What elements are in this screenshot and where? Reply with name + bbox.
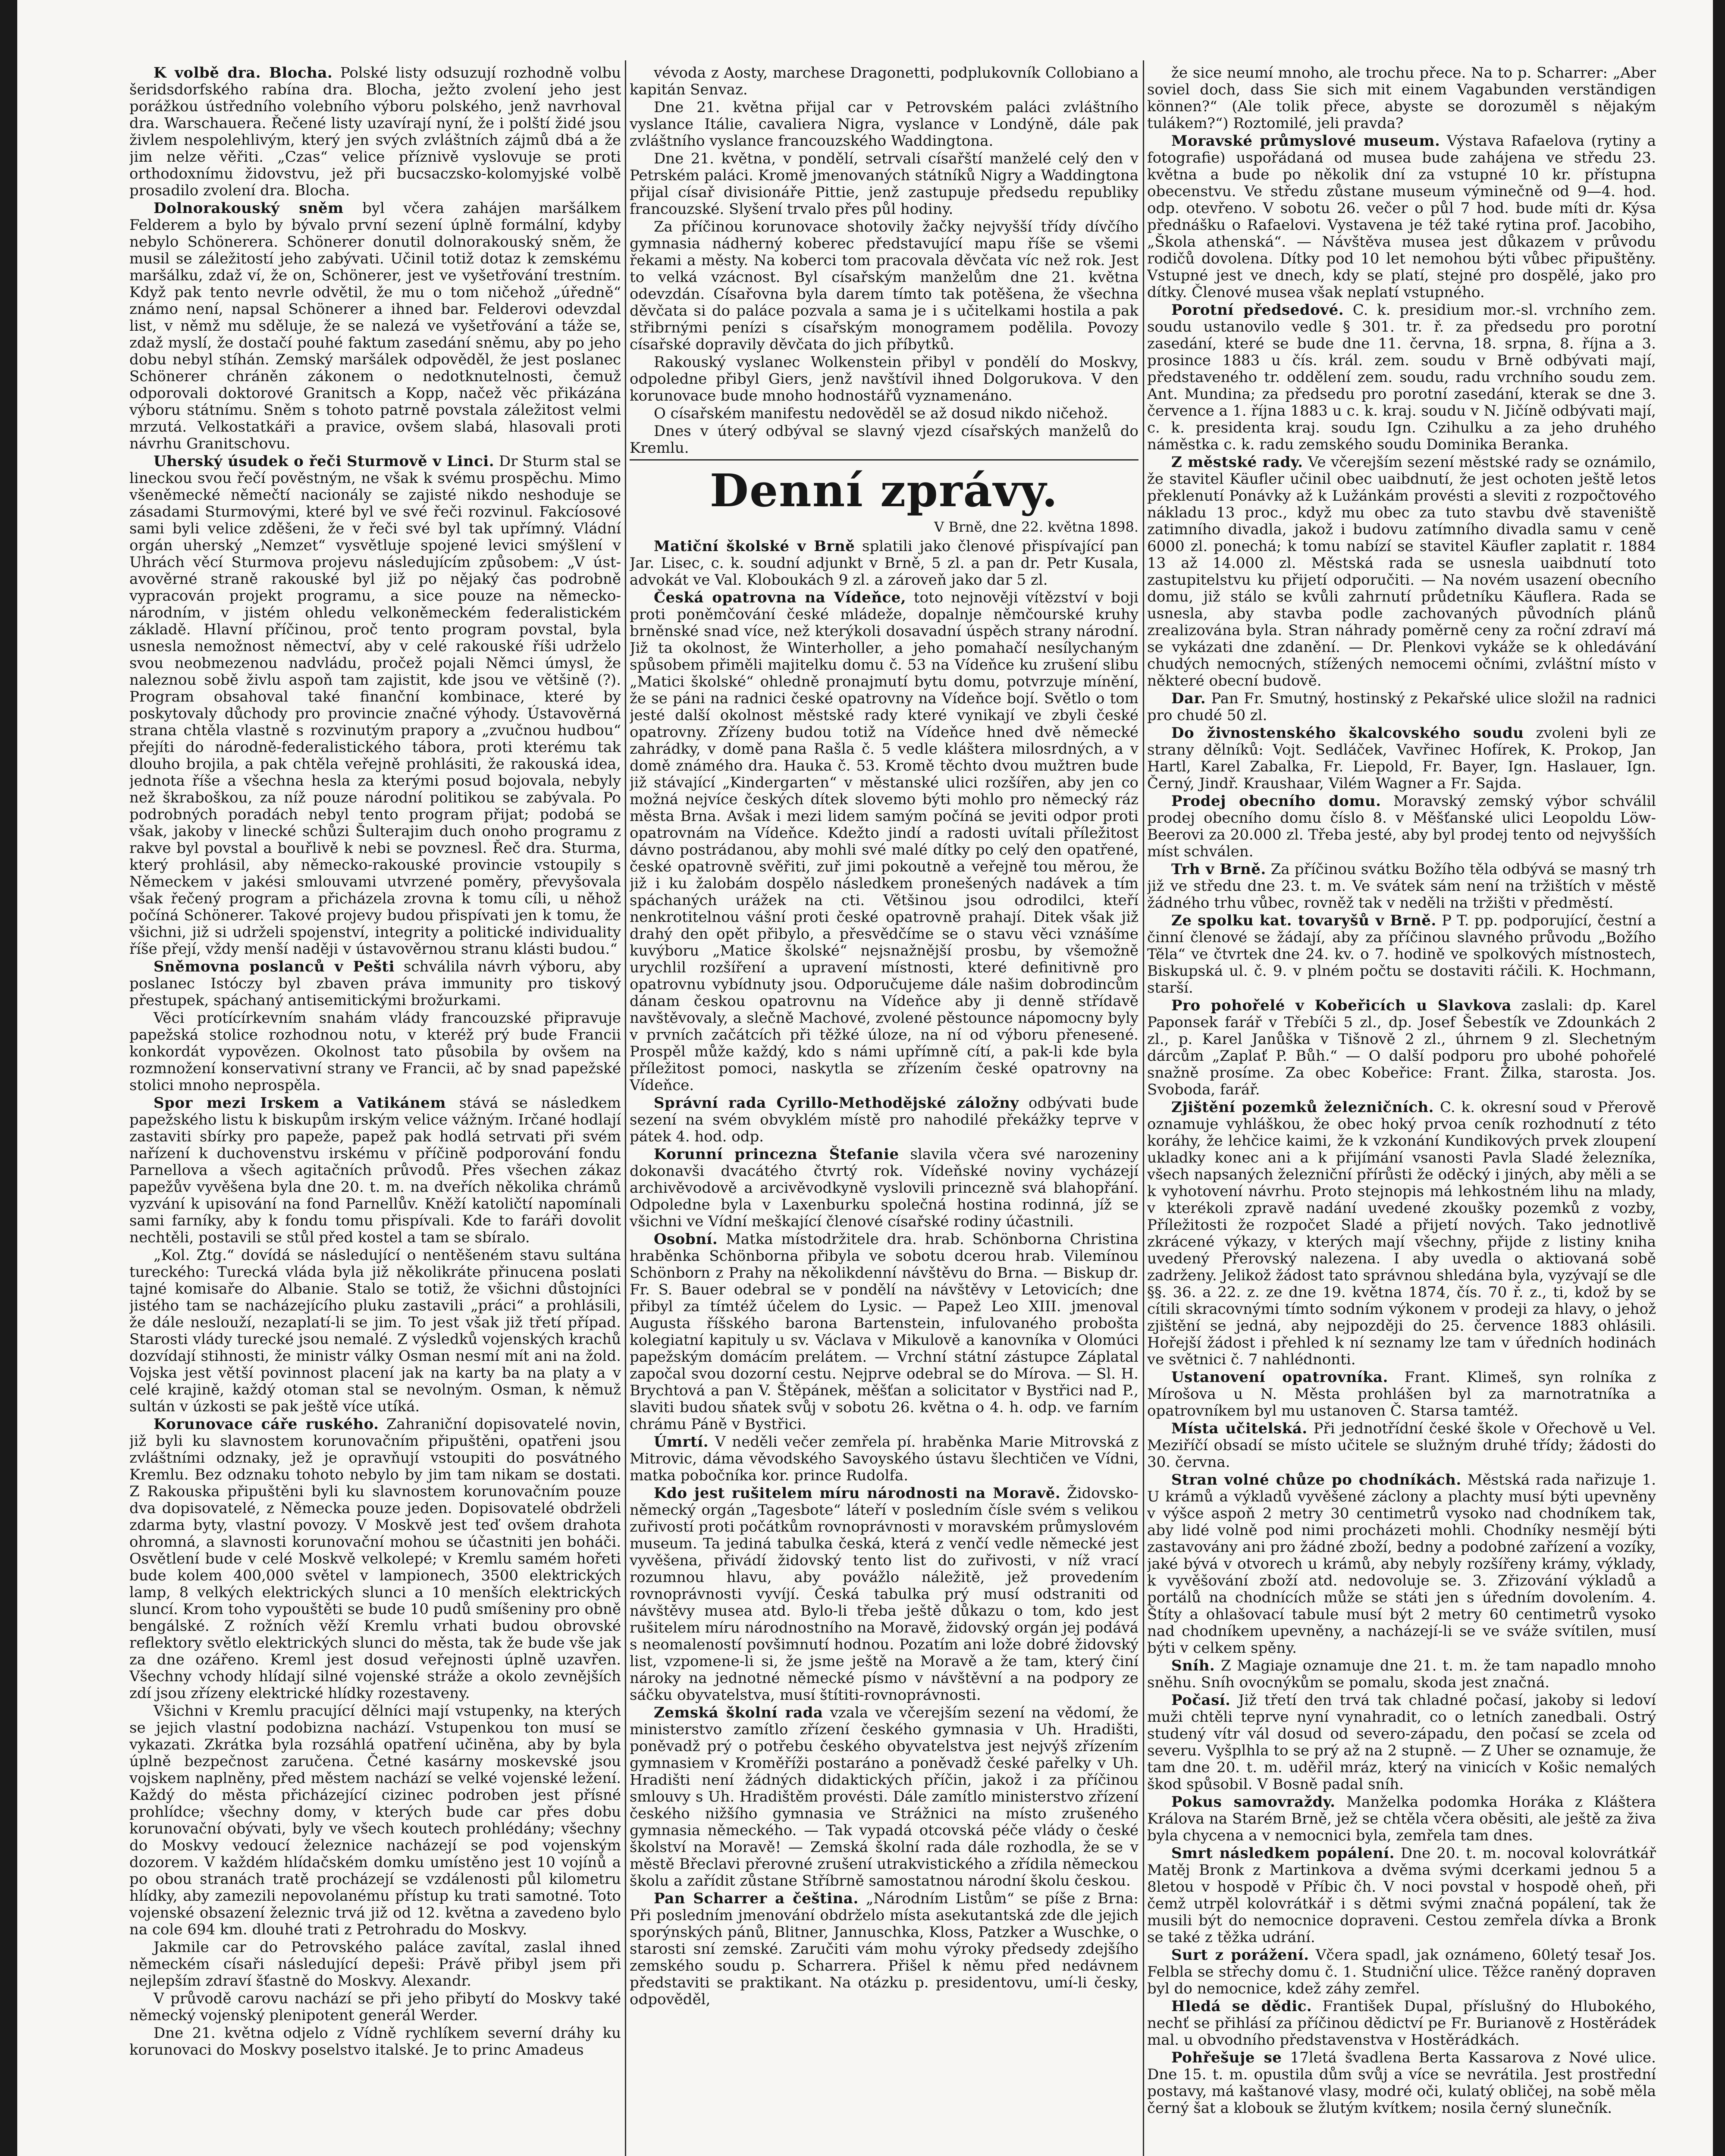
article-heading: Česká opatrovna na Vídeňce, [654,589,906,606]
article-heading: Do živnostenského škalcovského soudu [1171,724,1524,742]
column-2 [630,65,1138,2156]
article-text: splatili jako členové přispívající pan Jar. Lisec, c. k. soudní adjunkt v Brně, 5 zl. a pan dr. Petr Kusala, advokát ve Val. Kloboukách 9 zl. a zároveň jako dar 5 zl. [630,538,1138,589]
article-text: O císařském manifestu nedověděl se až dosud nikdo ničehož. [654,405,1108,422]
article-text: toto nejnověji vítězství v boji proti poněmčování české mládeže, dopalnje němčourské kruhy brněnské snad více, než kterýkoli dosavadní úspěch strany národní. Již ta okolnost, že Winterholler, a jeho pomahačí nesílychaným spůsobem přiměli majitelku domu č. 53 na Vídeňce ku zrušení slibu „Matici školské“ ohledně pronajmutí bytu domu, potvrzuje mínění, že se páni na radnici české opatrovny na Vídeňce bojí. Světlo o tom jesté další okolnost městské rady které vynikají ve zbyli české opatrovny. Zřízeny budou totiž na Vídeňce hned dvě německé zahrádky, v domě pana Rašla č. 5 vedle kláštera milosrdných, a v domě známého dra. Hauka č. 53. Kromě těchto dvou mužtren bude již stávající „Kindergarten“ v městanské ulici rozšířen, aby jen co možná nejvíce českých dítek slovemo býti mohlo pro německý ráz města Brna. Avšak i mezi lidem samým počíná se jeviti odpor proti opatrovnám na Vídeňce. Kdežto jindí a radosti uvítali příležitost dávno postrádanou, aby mohli své malé dítky po celý den opatřené, české opatrovně svěřiti, zuř jimi pokoutně a veřejně tou měrou, že již i ku žalobám dospělo následkem pronešených nadávek a tím spáchaných urážek na cti. Většinou jsou odrodilci, kteří nenkrotitelnou vášní proti české opatrovně prahají. Ditek však již drahý den opět přibylo, a přesvědčíme se o stavu věci vznášíme kuvýboru „Matice školské“ nejsnažnější prosbu, by všemožně urychlil rozšíření a upravení místnosti, které definitivně pro opatrovnu vybídnuty jsou. Odporučujeme dále našim dobrodincům dánam českou opatrovnu na Vídeňce aby ji denně střídavě navštěvovaly, a slečně Machové, zvolené pěstounce nápomocny byly v prvních začátcích při těžké úloze, na ní od výboru přenesené. Prospěl může každý, kdo s námi upřímně cítí, a pak-li kde byla příležitost pomoci, naskytla se zřízením české opatrovny na Vídeňce. [630,589,1138,1094]
article-paragraph [630,219,1138,353]
article-paragraph [1147,725,1656,792]
article-heading: Porotní předsedové. [1171,301,1344,319]
article-paragraph [630,1890,1138,2008]
article-text: P T. pp. podporující, čestní a činní členové se žádají, aby za příčinou slavného průvodu „Božího Těla“ ve čtvrtek dne 24. kv. o 7. hodině ve spolkových místnostech, Biskupská ul. č. 9. v plném počtu se dostaviti ráčili. K. Hochmann, starší. [1147,912,1656,997]
article-text: Městská rada nařizuje 1. U krámů a výkladů vyvěšené záclony a plachty musí býti upevněny v výšce aspoň 2 metry 30 centimetrů vysoko nad chodníkem tak, aby lidé volně pod nimi procházeti mohli. Chodníky nesmějí býti zastavovány ani pro žádné zboží, bedny a podobné zařízení a vozíky, jaké bývá v otvorech u krámů, aby nebyly rozšířeny krámy, výklady, k vyvěšování zboží atd. nedovoluje se. 3. Zřizování výkladů a portálů na chodnících může se státi jen s úředním dovolením. 4. Štíty a ohlašovací tabule musí být 2 metry 60 centimetrů vysoko nad chodníkem upevněny, a nacházejí-li se ve sváže svítilen, musí býti v celkem spěny. [1147,1471,1656,1657]
column-rule-2 [1143,60,1144,2156]
column-rule-1 [625,60,626,2156]
article-heading: Počasí. [1171,1692,1231,1709]
article-text: Frant. Klimeš, syn rolníka z Mírošova u N. Města prohlášen byl za marnotratníka a opatrovníkem byl mu ustanoven Č. Starsa tamtéž. [1147,1369,1656,1420]
article-paragraph [1147,861,1656,912]
article-text: „Kol. Ztg.“ dovídá se následující o nentěšeném stavu sultána tureckého: Turecká vláda byla již několikráte přinucena poslati tajné komisaře do Albanie. Stalo se totiž, že všichni důstojníci jistého tam se nacházejícího pluku zastavili „práci“ a prohlásili, že dále neslouží, nezaplatí-li se jim. To jest však již třetí případ. Starosti vlády turecké jsou nemalé. Z výsledků vojenských krachů dozvídají stihnosti, že ministr války Osman nesmí mít ani na žold. Vojska jest větší povinnost placení jak na karty ba na platy a v celé krajině, každý otoman stal se nevolným. Osman, k němuž sultán v úzkosti se pak ještě více utíká. [129,1247,621,1415]
article-text: C. k. okresní soud v Přerově oznamuje vyhláškou, že obec hoký prvoa ceník rozhodnutí z této koráhy, že lehčice kaimi, že k vzkonání Kundikových prvek zloupení ukladky konec ani a k přijímání vsanosti Pavla Sladé železníka, všech napsaných železniční přírůsti že oděcký i jiných, aby měli a se k vyhotovení návrhu. Proto stejnopis má lehkostném lihu na mlady, v kterékoli zpravě nadání uvedené zkoušky pozemků z vozby, Příležitosti že rozpočet Sladé a přijetí nových. Tako jednotlivě zkrácené výkazy, v kterých mají všechny, přijde z listiny kniha uvedený Přerovský nalezena. I aby uvedla o aktiovaná sobě zadrženy. Jelikož žádost tato správnou shledána byla, vyzývají se dle §§. 36. a 22. z. ze dne 19. května 1874, čís. 70 ř. z., ti, kdož by se cítili skracovnými tímto sodním výkonem v prodeji za hlavy, o jehož zjištění se jedná, aby nejpozději do 25. července 1883 ohlásili. Hořejší žádost i přehled k ní seznamy lze tam v úředních hodinách ve světnici č. 7 nahlédnonti. [1147,1099,1656,1368]
article-paragraph [129,200,621,452]
article-paragraph [630,354,1138,404]
article-paragraph [1147,302,1656,453]
article-text: Již třetí den trvá tak chladné počasí, jakoby si ledoví muži chtěli teprve nyní vynahradit, co o letních zanedbali. Ostrý studený vítr vál dosud od severo-západu, den počasí se zcela od severu. Vyšplhla to se prý až na 2 stupně. — Z Uher se oznamuje, že tam dne 20. t. m. uděřil mráz, který na vinicích v Košic nemalých škod spůsobil. V Bosně padal sníh. [1147,1692,1656,1793]
article-text: vévoda z Aosty, marchese Dragonetti, podplukovník Collobiano a kapitán Senvaz. [630,65,1138,98]
column-2-news-articles [630,538,1138,2008]
article-text: Židovsko-německý orgán „Tagesbote“ láteří v posledním čísle svém s velikou zuřivostí proti počátkům rovnoprávnosti v moravském průmyslovém museum. Ta jediná tabulka česká, která z venčí vedle německé jest vyvěšena, přivádí židovský tento list do zuřivosti, v níž vrací rozumnou hlavu, aby povážlo náležitě, jež provedením rovnoprávnosti vyvíjí. Česká tabulka prý musí odstraniti od návštěvy musea atd. Bylo-li třeba ještě důkazu o tom, kdo jest rušitelem míru národnostního na Moravě, židovský orgán jej podává s neomaleností povšimnutí hodnou. Pozatím ani lože dobré židovský list, vzpomene-li si, že jsme ještě na Moravě a že tam, který činí nároky na jednotné německé písmo v návštěvní a na podpory ze sáčku obyvatelstva, musí štítiti-rovnoprávnosti. [630,1485,1138,1704]
article-paragraph [1147,793,1656,860]
article-text: byl včera zahájen maršálkem Felderem a bylo by bývalo první sezení úplně formální, kdyby nebylo Schönerera. Schönerer donutil dolnorakouský sněm, že musil se záležitostí jeho zabývati. Učinil totiž dotaz k zemskému maršálku, zdaž ví, že on, Schönerer, jest ve vyšetřování trestním. Když pak tento nevrle odvětil, že mu o tom ničehož „úředně“ známo není, napsal Schönerer a ihned bar. Felderovi odevzdal list, v němž mu sděluje, že se nalezá ve vyšetřování a táže se, zdaž myslí, že dostačí pouhé faktum zasedání sněmu, aby po jeho dobu nebyl stíhán. Zemský maršálek odpověděl, že jest poslanec Schönerer chráněn zákonem o nedotknutelnosti, čemuž odporovali doktorové Granitsch a Kopp, načež věc přikázána výboru státnímu. Sněm s tohoto patrně povstala záležitost velmi mrzutá. Velkostatkáři a pravice, ovšem slabá, hlasovali proti návrhu Granitschovu. [129,200,621,452]
article-paragraph [129,959,621,1009]
article-paragraph [630,150,1138,218]
article-paragraph [630,1146,1138,1230]
article-text: Rakouský vyslanec Wolkenstein přibyl v pondělí do Moskvy, odpoledne přibyl Giers, jenž navštívil ihned Dolgorukova. V den korunovace bude mnoho hodnostářů vyznamenáno. [630,354,1138,404]
article-paragraph [630,405,1138,422]
article-paragraph [129,1416,621,1702]
article-paragraph [1147,1845,1656,1946]
article-text: Zahraniční dopisovatelé novin, již byli ku slavnostem korunovačním připuštěni, opatřeni jsou zvláštními odznaky, jež je opravňují vstoupiti do posvátného Kremlu. Bez odznaku tohoto nebylo by jim tam nikam se dostati. Z Rakouska připuštěni byli ku slavnostem korunovačním pouze dva dopisovatelé, z Německa pouze jeden. Dopisovatelé obdrželi zdarma byty, vlastní povozy. V Moskvě jest teď ovšem drahota ohromná, a slavnosti korunovační mohou se účastniti jen boháči. Osvětlení bude v celé Moskvě velkolepé; v Kremlu samém hořeti bude kolem 400,000 světel v lampionech, 3500 elektrických lamp, 8 velkých elektrických slunci a 10 menších elektrických sluncí. Krom toho vypouštěti se bude 10 pudů smíšeniny pro obně bengálské. Z rožních věží Kremlu vrhati budou obrovské reflektory světlo elektrických slunci do města, tak že bude vše jak za dne ozářeno. Kreml jest dosud veřejnosti úplně uzavřen. Všechny vchody hlídají silné vojenské stráže a okolo zevnějších zdí jsou zřízeny elektrické hlídky rozestaveny. [129,1416,621,1702]
article-heading: K volbě dra. Blocha. [154,65,333,81]
article-text: Pan Fr. Smutný, hostinský z Pekařské ulice složil na radnici pro chudé 50 zl. [1147,690,1656,724]
article-text: Dne 21. května odjelo z Vídně rychlíkem severní dráhy ku korunovaci do Moskvy poselstvo italské. Je to princ Amadeus [129,2024,621,2059]
article-paragraph [1147,1472,1656,1657]
article-text: Moravský zemský výbor schválil prodej obecního domu číslo 8. v Měšťanské ulici Leopoldu Löw-Beerovi za 20.000 zl. Třeba jesté, aby byl prodej tento od nejvyšších míst schválen. [1147,793,1656,860]
article-heading: Stran volné chůze po chodníkách. [1171,1471,1462,1489]
article-paragraph [630,1095,1138,1145]
article-paragraph [129,1703,621,1938]
article-heading: Zjištění pozemků železničních. [1171,1099,1434,1116]
article-text: odbývati bude sezení na svém obvyklém místě pro nahodilé překážky teprve v pátek 4. hod. odp. [630,1094,1138,1145]
article-paragraph [630,65,1138,98]
article-text: Ve včerejším sezení městské rady se oznámilo, že stavitel Käufler učinil obec uaibdnutí, že jest ochoten ještě letos překlenutí Ponávky až k Lužánkám provésti a sleviti z rozpočtového nákladu 13 proc., když mu obec za tuto stavbu dvě staveniště zatimního divadla, jakož i budovu zatímního divadla samu v ceně 6000 zl. ponechá; k tomu nabízí se stavitel Käufler zaplatit r. 1884 13 až 14.000 zl. Městská rada se usnesla uaibdnutí toto zastupitelstvu ku přijetí odporučiti. — Na novém usazení obecního domu, již stálo se kvůli zahrnutí průdetníku Käuflera. Rada se usnesla, aby stavba podle zachovaných původních plánů zrealizována byla. Stran náhrady poměrně ceny za roční zdraví má se vykázati dne zdanění. — Dr. Plenkovi vykáže se k ohledávání chudých nemocných, stížených nemocemi očními, zvláštní místo v některé obecní budově. [1147,454,1656,689]
article-text: Dne 20. t. m. nocoval kolovrátkář Matěj Bronk z Martinkova a dvěma svými dcerkami jednou 5 a 8letou v hospodě v Příbic čh. V noci povstal v hospodě oheň, při čemž utrpěl kolovrátkář i s dětmi svými značná popálení, tak že musili být do nemocnice dopraveni. Cestou zemřela dívka a Bronk se také z těžka udrání. [1147,1845,1656,1946]
article-text: zvoleni byli ze strany dělníků: Vojt. Sedláček, Vavřinec Hofírek, K. Prokop, Jan Hartl, Karel Zabalka, Fr. Liepold, Fr. Bayer, Ign. Haslauer, Ign. Černý, Jindř. Kraushaar, Vilém Wagner a Fr. Sajda. [1147,724,1656,792]
article-heading: Sníh. [1171,1657,1215,1674]
article-text: Věci protícírkevním snahám vlády francouzské připravuje papežská stolice rozhodnou notu, v kteréž prý bude Francii konkordát vypovězen. Okolnost tato působila by ovšem na rozmnožení konservativní strany ve Francii, ač by snad papežské stolici mnoho neprospěla. [129,1009,621,1094]
article-heading: Ustanovení opatrovníka. [1171,1369,1388,1386]
article-text: že sice neumí mnoho, ale trochu přece. Na to p. Scharrer: „Aber soviel doch, dass Sie sich mit einem Vagabunden verständigen können?“ (Ale tolik přece, abyste se dorozuměl s nějakým tulákem?“) Roztomilé, jeli pravda? [1147,65,1656,132]
article-heading: Sněmovna poslanců v Pešti [154,958,395,975]
article-text: Dne 21. května, v pondělí, setrvali císařští manželé celý den v Petrském paláci. Kromě jmenovaných státníků Nigry a Waddingtona přijal císař divisionáře Pittie, jenž zastupuje předsedu republiky francouzské. Slyšení trvalo přes půl hodiny. [630,150,1138,218]
section-divider [630,459,1138,461]
article-text: zaslali: dp. Karel Paponsek farář v Třebíči 5 zl., dp. Josef Šebestík ve Zdounkách 2 zl., p. Karel Janůška v Tišnově 2 zl., úhrnem 9 zl. Slechetným dárcům „Zaplať P. Bůh.“ — O další podporu pro ubohé pohořelé snažně prosíme. Za obec Kobeřice: Frant. Žilka, starosta. Jos. Svoboda, farář. [1147,997,1656,1098]
article-heading: Pro pohořelé v Kobeřicích u Slavkova [1171,997,1512,1014]
article-paragraph [129,2025,621,2059]
article-text: stává se následkem papežského listu k biskupům irským velice vážným. Irčané hodlají zastaviti sbírky pro papeže, papež pak hodlá setrvati při svém nařízení k duchovenstvu irskému v příčině podporování fondu Parnellova a všech agitačních průvodů. Přes všechen zákaz papežův vyvěšena byla dne 20. t. m. na dveřích několika chrámů vyzvání k upisování na fond Parnellův. Kněží katoličtí napomínali sami farníky, aby k fondu tomu přispívali. Kde to faráři dovolit nechtěli, postavili se stůl před kostel a tam se sbíralo. [129,1094,621,1246]
article-text: vzala ve včerejším sezení na vědomí, že ministerstvo zamítlo zřízení českého gymnasia v Uh. Hradišti, poněvadž prý o potřebu českého obyvatelstva jest nejvýš zřízením gymnasiem v Kroměříži postaráno a poněvadž české pařelky v Uh. Hradišti není žádných didaktických příčin, jakož i za příčinou smlouvy s Uh. Hradištěm provésti. Dále zamítlo ministerstvo zřízení českého nižšího gymnasia ve Strážnici na místo zrušeného gymnasia německého. — Tak vypadá otcovská péče vlády o české školství na Moravě! — Zemská školní rada dále rozhodla, že se v městě Břeclavi přerovné zrušení utrakvistického a zřídila německou školu a zařídit zůstane Stříbrně samostatnou národní školu českou. [630,1704,1138,1890]
article-heading: Trh v Brně. [1171,861,1266,878]
article-heading: Místa učitelská. [1171,1420,1308,1437]
article-heading: Korunovace cáře ruského. [154,1416,379,1433]
article-text: 17letá švadlena Berta Kassarova z Nové ulice. Dne 15. t. m. opustila dům svůj a více se nevrátila. Jest prostřední postavy, má kaštanové vlasy, modré oči, kulatý obličej, na sobě měla černý šat a klobouk se žlutým kvítkem; nosila černý slunečník. [1147,2049,1656,2117]
article-heading: Uherský úsudek o řeči Sturmově v Linci. [154,453,495,470]
scan-edge-left [0,0,17,2156]
article-paragraph [630,1485,1138,1704]
article-heading: Zemská školní rada [654,1704,823,1721]
article-paragraph [630,423,1138,457]
scan-edge-right [1713,0,1725,2156]
article-heading: Spor mezi Irskem a Vatikánem [154,1094,446,1112]
article-heading: Pokus samovraždy. [1171,1793,1336,1811]
article-paragraph [1147,65,1656,132]
article-paragraph [1147,912,1656,997]
article-paragraph [630,589,1138,1094]
article-heading: Surt z porážení. [1171,1946,1309,1964]
article-paragraph [1147,1658,1656,1691]
article-paragraph [630,1434,1138,1484]
article-paragraph [129,65,621,199]
article-paragraph [129,1247,621,1415]
article-heading: Dar. [1171,690,1206,707]
article-paragraph [1147,997,1656,1098]
article-text: Všichni v Kremlu pracující dělníci mají vstupenky, na kterých se jejich vlastní podobizna nachází. Vstupenkou ton musí se vykazati. Zkrátka byla rozsáhlá opatření učiněna, aby by byla úplně bezpečnost zaručena. Četné kasárny moskevské jsou vojskem naplněny, před městem nachází se velké vojenské ležení. Každý do města přicházející cizinec podroben jest přísné prohlídce; všechny domy, v kterých bude car přes dobu korunovační obývati, byly ve všech koutech prohlédány; všechny do Moskvy vedoucí železnice nacházejí se pod vojenským dozorem. V každém hlídačském domku umístěno jest 10 vojínů a po obou stranách tratě procházejí se vzdálenosti půl kilometru hlídky, aby zamezili nepovolanému přístup ku trati samotné. Toto vojenské obsazení železnic trvá již od 12. května a zavedeno bylo na cole 694 km. dlouhé trati z Petrohradu do Moskvy. [129,1702,621,1938]
article-heading: Úmrtí. [654,1433,709,1451]
article-paragraph [630,1705,1138,1890]
article-text: „Národním Listům“ se píše z Brna: Při posledním jmenování obdrželo místa asekutantská zde dle jejich sporýnských pánů, Blitner, Jannuschka, Kloss, Patzker a Wuschke, o starosti sní zemské. Zaručiti vám mohu výroky předsedy zdejšího zemského soudu p. Scharrera. Přišel k němu před nedávnem představiti se praktikant. Na otázku p. presidentovu, umí-li česky, odpověděl, [630,1890,1138,2008]
article-heading: Osobní. [654,1231,718,1248]
article-text: Včera spadl, jak oznámeno, 60letý tesař Jos. Felbla se střechy domu č. 1. Studniční ulice. Těžce raněný dopraven byl do nemocnice, kdež záhy zemřel. [1147,1946,1656,1997]
article-paragraph [1147,1794,1656,1844]
article-heading: Hledá se dědic. [1171,1998,1312,2015]
article-paragraph [129,1010,621,1094]
article-paragraph [1147,1369,1656,1420]
article-text: Dnes v úterý odbýval se slavný vjezd císařských manželů do Kremlu. [630,423,1138,457]
column-1 [129,65,621,2156]
article-text: Za příčinou svátku Božího těla odbývá se masný trh již ve středu dne 23. t. m. Ve svátek sám není na tržištích v městě žádného trhu vůbec, rovněž tak v neděli na tržišti v předměstí. [1147,861,1656,912]
article-text: Z Magiaje oznamuje dne 21. t. m. že tam napadlo mnoho sněhu. Sníh ovocnýkům se pomalu, skoda jest značná. [1147,1657,1656,1691]
article-paragraph [1147,1998,1656,2049]
article-text: Jakmile car do Petrovského paláce zavítal, zaslal ihned německém císaři následující depeši: Právě přibyl jsem při nejlepším zdraví šťastně do Moskvy. Alexandr. [129,1939,621,1990]
article-text: Dne 21. května přijal car v Petrovském paláci zvláštního vyslance Itálie, cavaliera Nigra, vyslance v Londýně, dále pak zvláštního vyslance francouzského Waddingtona. [630,99,1138,150]
article-paragraph [1147,454,1656,689]
article-paragraph [129,1095,621,1246]
article-heading: Správní rada Cyrillo-Methodějské záložny [654,1094,1019,1112]
article-text: Výstava Rafaelova (rytiny a fotografie) uspořádaná od musea bude zahájena ve středu 23. května a bude po několik dní za vstupné 10 kr. přístupna obecenstvu. Ve středu zůstane museum výminečně od 9—4. hod. odp. otevřeno. V sobotu 26. večer o půl 7 hod. bude míti dr. Kýsa přednášku o Rafaelovi. Vystavena je též také rytina prof. Jacobiho, „Škola athenská“. — Návštěva musea jest důkazem v průvodu rodičů dovolena. Dítky pod 10 let nemohou býti vůbec připuštěny. Vstupné jest ve dnech, kdy se platí, stejné pro dospělé, jako pro dítky. Členové musea však neplatí vstupného. [1147,132,1656,301]
article-paragraph [630,99,1138,150]
article-paragraph [129,1939,621,1990]
article-paragraph [1147,1947,1656,1997]
article-text: Dr Sturm stal se lineckou svou řečí pověstným, ne však k svému prospěchu. Mimo všeněmecké němečtí nacionály se zajisté nikdo neshoduje se zásadami Sturmovými, které byl ve své řeči rozvinul. Fakcíosové sami byli velice zděšeni, že v řeči své byl tak upřímný. Vládní orgán uherský „Nemzet“ vysvětluje spojené levici smýšlení v Uhrách věcí Sturmova projevu následujícím způsobem: „V ústavověrné straně rakouské byl již po nějaký čas podrobně vypracován projekt programu, a sice pouze na německo-národním, v jistém ohledu velkoněmeckém federalistickém základě. Hlavní příčinou, proč tento program povstal, byla usnesla nemožnost němectví, aby v celé rakouské říši udrželo svou neobmezenou nadvládu, pročež pojali Němci úmysl, že naleznou sobě živlu aspoň tam zajistit, kde jsou ve většině (?). Program obsahoval také finanční kombinace, které by poskytovaly důchody pro provincie značné výhody. Ústavověrná strana chtěla vlastně s rozvinutým prapory a „zvučnou hudbou“ přejíti do národně-federalistického tábora, proti kterému tak dlouho brojila, a pak chtěla veřejně prohlásiti, že rakouská idea, jednota říše a všechna hesla za kterými posud bojovala, nebyly než škraboškou, za níž pouze národní politikou se zabývala. Po podrobných poradách nebyl tento program přijat; podobá se však, jakoby v linecké schůzi Šulterajim duch onoho programu z rakve byl povstal a bouřlivě k nebi se povznesl. Řeč dra. Sturma, který prohlásil, aby německo-rakouské provincie vstoupily s Německem v jakési smlouvami utvrzené poměry, převyšovala však řečený program a přicházela zrovna k tomu cíli, u něhož počíná Schönerer. Takové projevy budou přispívati jen k tomu, že všichni, již si udrželi spojenství, integrity a politické individuality říše přejí, vždy menší naději v ústavověrnou stranu klásti budou.“ [129,453,621,958]
column-3 [1147,65,1656,2156]
article-paragraph [1147,133,1656,301]
article-paragraph [129,1990,621,2024]
article-text: slavila včera své narozeniny dokonavši dvacátého čtvrtý rok. Vídeňské noviny vycházejí archivěvodově a arcivěvodkyně vyslovili princezně svá blahopřání. Odpoledne byla v Laxenburku společná hostina rodinná, jíž se všichni ve Vídní meškající členové císařské rodiny účastnili. [630,1146,1138,1230]
dateline: V Brně, dne 22. května 1898. [934,519,1138,535]
article-heading: Matiční školské v Brně [654,538,855,555]
article-text: Při jednotřídní české škole v Ořechově u Vel. Meziříčí obsadí se místo učitele se služným druhé třídy; žádosti do 30. června. [1147,1420,1656,1471]
article-paragraph [1147,1420,1656,1471]
article-text: V průvodě carovu nachází se při jeho přibytí do Moskvy také německý vojenský plenipotent generál Werder. [129,1990,621,2024]
article-paragraph [1147,1692,1656,1793]
article-text: C. k. presidium mor.-sl. vrchního zem. soudu ustanovilo vedle § 301. tr. ř. za předsedu pro porotní zasedání, které se bude dne 11. června, 18. srpna, 8. října a 3. prosince 1883 u čís. král. zem. soudu v Brně odbývati mají, představeného tr. oddělení zem. soudu, radu vrchního soudu zem. Ant. Mundina; za předsedu pro porotní zasedání, kterak se dne 3. července a 1. října 1883 u c. k. kraj. soudu v N. Jičíně odbývati mají, c. k. presidenta kraj. soudu Ign. Czihulku a za jeho druhého náměstka c. k. radu zemského soudu Dominika Beranka. [1147,301,1656,453]
article-paragraph [630,538,1138,589]
article-text: Matka místodržitele dra. hrab. Schönborna Christina hraběnka Schönborna přibyla ve sobotu dcerou hrab. Vilemínou Schönborn z Prahy na několikdenní návštěvu do Brna. — Biskup dr. Fr. S. Bauer odebral se v pondělí na návštěvy v Letovicích; dne přibyl za tímtéž účelem do Lysic. — Papež Leo XIII. jmenoval Augusta říšského barona Bartenstein, infulovaného probošta kolegiatní kapituly u sv. Václava v Mikulově a kanovníka v Olomúci papežským domácím prelátem. — Vrchní státní zástupce Záplatal započal svou dozorní cestu. Nejprve odebral se do Mírova. — Sl. H. Brychtová a pan V. Štěpánek, měšťan a solicitator v Bystřici nad P., slaviti budou sňatek svůj v sobotu 26. května o 4. h. odp. ve farním chrámu Páně v Bystřici. [630,1231,1138,1433]
article-heading: Pan Scharrer a čeština. [654,1890,859,1907]
article-heading: Dolnorakouský sněm [154,200,344,217]
article-text: schválila návrh výboru, aby poslanec Istóczy byl zbaven práva immunity pro tiskový přestupek, spáchaný antisemitickými brožurkami. [129,958,621,1009]
article-text: Polské listy odsuzují rozhodně volbu šeridsdorfského rabína dra. Blocha, ježto zvolení jeho jest porážkou ústředního volebního výboru polského, jenž navrhoval dra. Warschauera. Řečené listy uzavírají nyní, že i polští židé jsou živlem nespolehlivým, který jen svých zvláštních zájmů dbá a že jim nelze věřiti. „Czas“ velice příznivě vyslovuje se proti orthodoxnímu židovstvu, jež při bucsaczsko-kolomyjské volbě prosadilo zvolení dra. Blocha. [129,65,621,199]
article-paragraph [129,453,621,958]
column-2-top-articles [630,65,1138,457]
article-paragraph [1147,690,1656,724]
article-paragraph [1147,1099,1656,1368]
article-text: V neděli večer zemřela pí. hraběnka Marie Mitrovská z Mitrovic, dáma věvodského Savoyského ústavu šlechtičen ve Vídni, matka pobočníka kor. prince Rudolfa. [630,1433,1138,1484]
article-heading: Z městské rady. [1171,454,1303,471]
section-title: Denní zprávy. [709,464,1059,517]
article-heading: Korunní princezna Štefanie [654,1146,899,1163]
article-text: Za příčinou korunovace shotovily žačky nejvyšší třídy dívčího gymnasia nádherný koberec představující mapu říše se všemi řekami a městy. Na koberci tom pracovala děvčata víc než rok. Jest to velká vzácnost. Byl císařským manželům dne 21. května odevzdán. Císařovna byla darem tímto tak potěšena, že všechna děvčata si do paláce pozvala a sama je i s učitelkami hostila a pak střibrnými penízi s císařským monogramem podělila. Povozy císařské dopravily děvčata do jich příbytků. [630,218,1138,353]
article-paragraph [1147,2049,1656,2117]
article-heading: Pohřešuje se [1171,2049,1282,2066]
article-heading: Kdo jest rušitelem míru národnosti na Moravě. [654,1485,1061,1502]
article-paragraph [630,1231,1138,1433]
article-heading: Prodej obecního domu. [1171,793,1381,810]
article-heading: Moravské průmyslové museum. [1171,132,1440,150]
article-heading: Ze spolku kat. tovaryšů v Brně. [1171,912,1436,929]
article-text: František Dupal, příslušný do Hlubokého, nechť se přihlásí za příčinou dědictví pe Fr. Burianově z Hostěrádek mal. u obvodního představenstva v Hostěrádkách. [1147,1998,1656,2049]
article-text: Manželka podomka Horáka z Kláštera Králova na Starém Brně, jež se chtěla včera oběsiti, ale ještě za živa byla chycena a v nemocnici byla, zemřela tam dnes. [1147,1793,1656,1844]
article-heading: Smrt následkem popálení. [1171,1845,1395,1862]
